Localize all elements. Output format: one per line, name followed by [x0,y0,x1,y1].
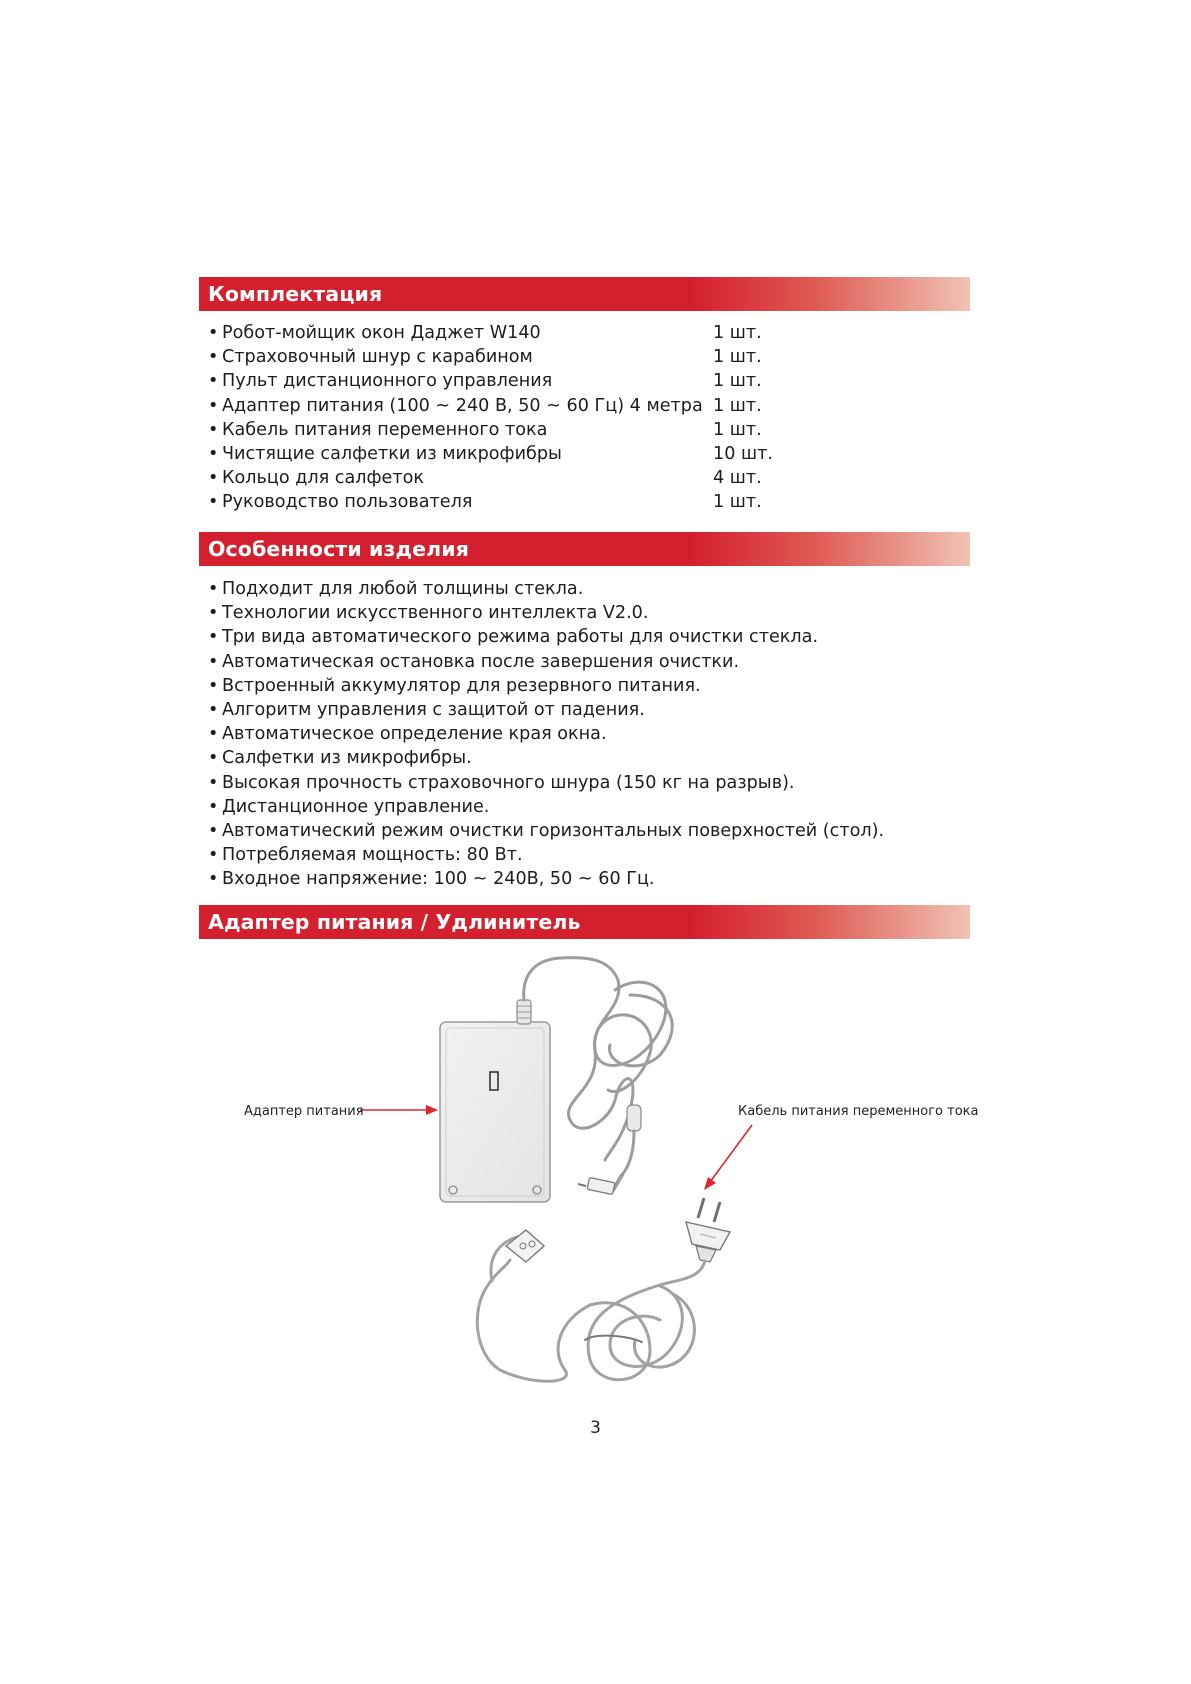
bullet-icon: • [208,845,219,866]
bullet-icon: • [208,651,219,672]
power-adapter-illustration [440,1000,550,1202]
bullet-icon: • [208,603,219,624]
bullet-icon: • [208,492,219,513]
feature-text: Автоматическая остановка после завершения очистки. [222,651,740,672]
item-text: Руководство пользователя [222,492,473,513]
item-quantity: 1 шт. [713,395,762,416]
item-text: Робот-мойщик окон Даджет W140 [222,323,541,343]
item-quantity: 4 шт. [713,468,762,489]
feature-text: Салфетки из микрофибры. [222,748,472,769]
feature-text: Входное напряжение: 100 ~ 240В, 50 ~ 60 Гц. [222,869,655,890]
feature-text: Автоматическое определение края окна. [222,724,607,745]
item-text: Чистящие салфетки из микрофибры [222,443,562,464]
feature-text: Потребляемая мощность: 80 Вт. [222,845,523,866]
bullet-icon: • [208,748,219,769]
bullet-icon: • [208,699,219,720]
feature-text: Алгоритм управления с защитой от падения. [222,699,645,720]
feature-text: Встроенный аккумулятор для резервного питания. [222,675,701,696]
item-quantity: 1 шт. [713,419,762,440]
bullet-icon: • [208,627,219,648]
bullet-icon: • [208,347,219,368]
section-title: Адаптер питания / Удлинитель [208,910,581,934]
feature-text: Технологии искусственного интеллекта V2.0. [222,603,649,624]
section-header-adapter [199,905,970,939]
bullet-icon: • [208,323,219,343]
item-quantity: 1 шт. [713,492,762,513]
callout-label-adapter: Адаптер питания [244,1104,364,1119]
page-number: 3 [590,1418,601,1438]
bullet-icon: • [208,395,219,416]
feature-text: Автоматический режим очистки горизонтальных поверхностей (стол). [222,820,885,841]
arrow-head-icon [704,1177,716,1190]
item-text: Пульт дистанционного управления [222,371,553,392]
bullet-icon: • [208,419,219,440]
dc-plug-illustration [578,1177,615,1194]
callout-arrow [710,1125,752,1182]
item-text: Страховочный шнур с карабином [222,347,533,368]
section-header-features [199,532,970,566]
c7-connector-illustration [506,1230,544,1262]
item-quantity: 10 шт. [713,443,773,464]
item-text: Кабель питания переменного тока [222,419,548,440]
ac-cable-illustration [477,1236,705,1381]
item-text: Кольцо для салфеток [222,468,424,489]
item-quantity: 1 шт. [713,347,762,368]
section-title: Комплектация [208,282,383,306]
bullet-icon: • [208,371,219,392]
adapter-diagram [230,950,990,1410]
feature-text: Высокая прочность страховочного шнура (150 кг на разрыв). [222,772,795,793]
arrow-head-icon [426,1105,438,1115]
item-quantity: 1 шт. [713,371,762,392]
feature-text: Три вида автоматического режима работы для очистки стекла. [222,627,819,648]
bullet-icon: • [208,796,219,817]
section-header-package [199,277,970,311]
callout-label-cable: Кабель питания переменного тока [738,1104,979,1119]
bullet-icon: • [208,724,219,745]
bullet-icon: • [208,468,219,489]
bullet-icon: • [208,772,219,793]
feature-text: Подходит для любой толщины стекла. [222,579,584,599]
bullet-icon: • [208,443,219,464]
feature-text: Дистанционное управление. [222,796,490,817]
item-quantity: 1 шт. [713,323,762,343]
bullet-icon: • [208,820,219,841]
bullet-icon: • [208,869,219,890]
item-text: Адаптер питания (100 ~ 240 В, 50 ~ 60 Гц) 4 метра [222,395,703,416]
ac-plug-illustration [686,1198,730,1262]
bullet-icon: • [208,579,219,599]
section-title: Особенности изделия [208,537,470,561]
bullet-icon: • [208,675,219,696]
